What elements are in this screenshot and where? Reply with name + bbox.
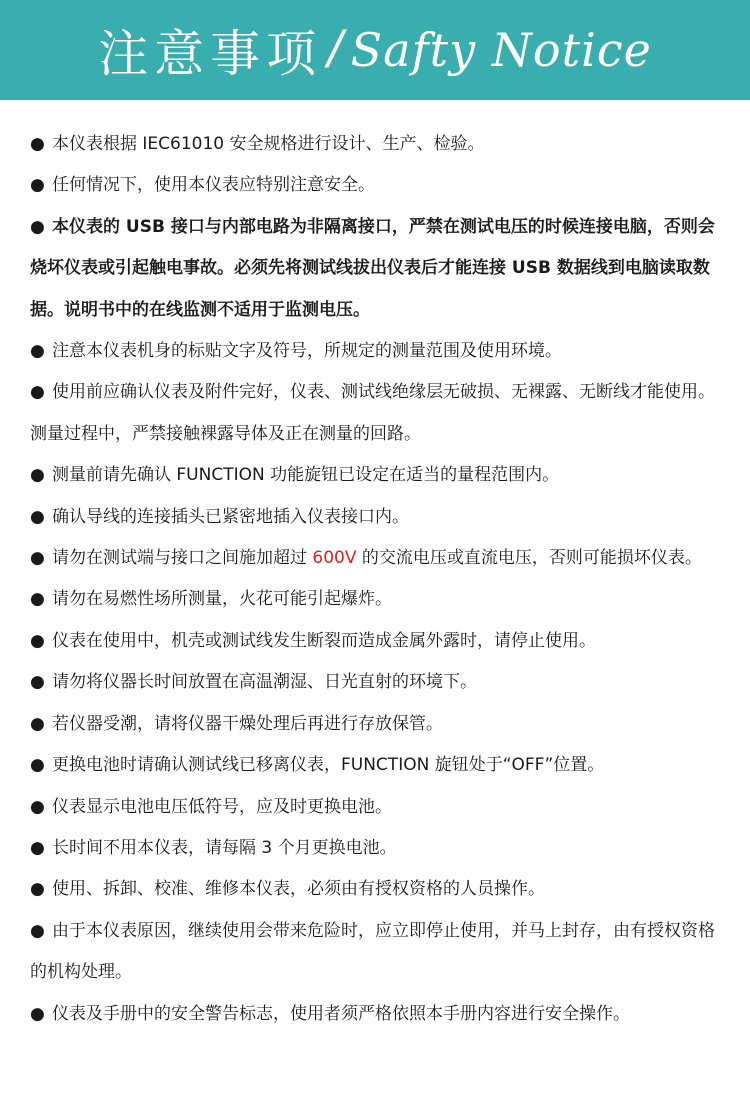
bullet-icon: ● xyxy=(30,755,45,776)
notice-item xyxy=(30,621,724,662)
notice-text: 仪表显示电池电压低符号，应及时更换电池。 xyxy=(52,796,392,817)
notice-text: 注意本仪表机身的标贴文字及符号，所规定的测量范围及使用环境。 xyxy=(52,341,562,362)
title-separator: / xyxy=(322,21,349,79)
notice-item xyxy=(30,662,724,703)
bullet-icon: ● xyxy=(30,672,45,693)
voltage-limit-value: 600V xyxy=(312,548,357,569)
notice-item xyxy=(30,455,724,496)
bullet-icon: ● xyxy=(30,630,45,651)
notice-text: 更换电池时请确认测试线已移离仪表，FUNCTION 旋钮处于“OFF”位置。 xyxy=(52,755,605,776)
bullet-icon: ● xyxy=(30,216,45,237)
notice-text: 使用、拆卸、校准、维修本仪表，必须由有授权资格的人员操作。 xyxy=(52,879,545,900)
notice-item xyxy=(30,828,724,869)
title-chinese: 注意事项 xyxy=(98,25,323,83)
notice-item xyxy=(30,869,724,910)
notice-text: 请勿在易燃性场所测量，火花可能引起爆炸。 xyxy=(52,589,392,610)
header-banner xyxy=(0,0,750,100)
notice-item-usb-warning xyxy=(30,207,724,331)
bullet-icon: ● xyxy=(30,341,45,362)
notice-text: 请勿将仪器长时间放置在高温潮湿、日光直射的环境下。 xyxy=(52,672,477,693)
notice-text: 仪表及手册中的安全警告标志，使用者须严格依照本手册内容进行安全操作。 xyxy=(52,1003,630,1024)
notice-text-before: 请勿在测试端与接口之间施加超过 xyxy=(52,548,313,569)
bullet-icon: ● xyxy=(30,589,45,610)
bullet-icon: ● xyxy=(30,548,45,569)
notice-item xyxy=(30,579,724,620)
notice-item xyxy=(30,704,724,745)
notice-item xyxy=(30,497,724,538)
notice-text: 长时间不用本仪表，请每隔 3 个月更换电池。 xyxy=(52,837,397,858)
notice-item xyxy=(30,165,724,206)
bullet-icon: ● xyxy=(30,713,45,734)
notice-text: 确认导线的连接插头已紧密地插入仪表接口内。 xyxy=(52,506,409,527)
notice-text: 由于本仪表原因，继续使用会带来危险时，应立即停止使用，并马上封存，由有授权资格的机构处理。 xyxy=(30,920,715,983)
bullet-icon: ● xyxy=(30,465,45,486)
notice-list xyxy=(30,124,724,1035)
notice-item xyxy=(30,331,724,372)
bullet-icon: ● xyxy=(30,920,45,941)
bullet-icon: ● xyxy=(30,134,45,154)
notice-item xyxy=(30,787,724,828)
bullet-icon: ● xyxy=(30,796,45,817)
notice-text: 任何情况下，使用本仪表应特别注意安全。 xyxy=(52,175,375,196)
bullet-icon: ● xyxy=(30,175,45,196)
notice-text: 仪表在使用中，机壳或测试线发生断裂而造成金属外露时，请停止使用。 xyxy=(52,630,596,651)
bullet-icon: ● xyxy=(30,382,45,403)
notice-item xyxy=(30,994,724,1035)
bullet-icon: ● xyxy=(30,506,45,527)
bullet-icon: ● xyxy=(30,837,45,858)
notice-item xyxy=(30,372,724,455)
notice-text: 本仪表根据 IEC61010 安全规格进行设计、生产、检验。 xyxy=(52,134,485,154)
notice-text: 本仪表的 USB 接口与内部电路为非隔离接口，严禁在测试电压的时候连接电脑，否则会烧坏仪表或引起触电事故。必须先将测试线拔出仪表后才能连接 USB 数据线到电脑读取数据。说明书中的在线监测不适用于监测电压。 xyxy=(30,216,715,320)
notice-text-after: 的交流电压或直流电压，否则可能损坏仪表。 xyxy=(356,548,702,569)
title-english: Safty Notice xyxy=(350,23,652,77)
notice-item xyxy=(30,911,724,994)
notice-item xyxy=(30,124,724,165)
notice-item-voltage-limit xyxy=(30,538,724,579)
bullet-icon: ● xyxy=(30,879,45,900)
notice-item xyxy=(30,745,724,786)
notice-text: 若仪器受潮，请将仪器干燥处理后再进行存放保管。 xyxy=(52,713,443,734)
notice-text: 测量前请先确认 FUNCTION 功能旋钮已设定在适当的量程范围内。 xyxy=(52,465,560,486)
notice-text: 使用前应确认仪表及附件完好，仪表、测试线绝缘层无破损、无裸露、无断线才能使用。测量过程中，严禁接触裸露导体及正在测量的回路。 xyxy=(30,382,715,444)
bullet-icon: ● xyxy=(30,1003,45,1024)
